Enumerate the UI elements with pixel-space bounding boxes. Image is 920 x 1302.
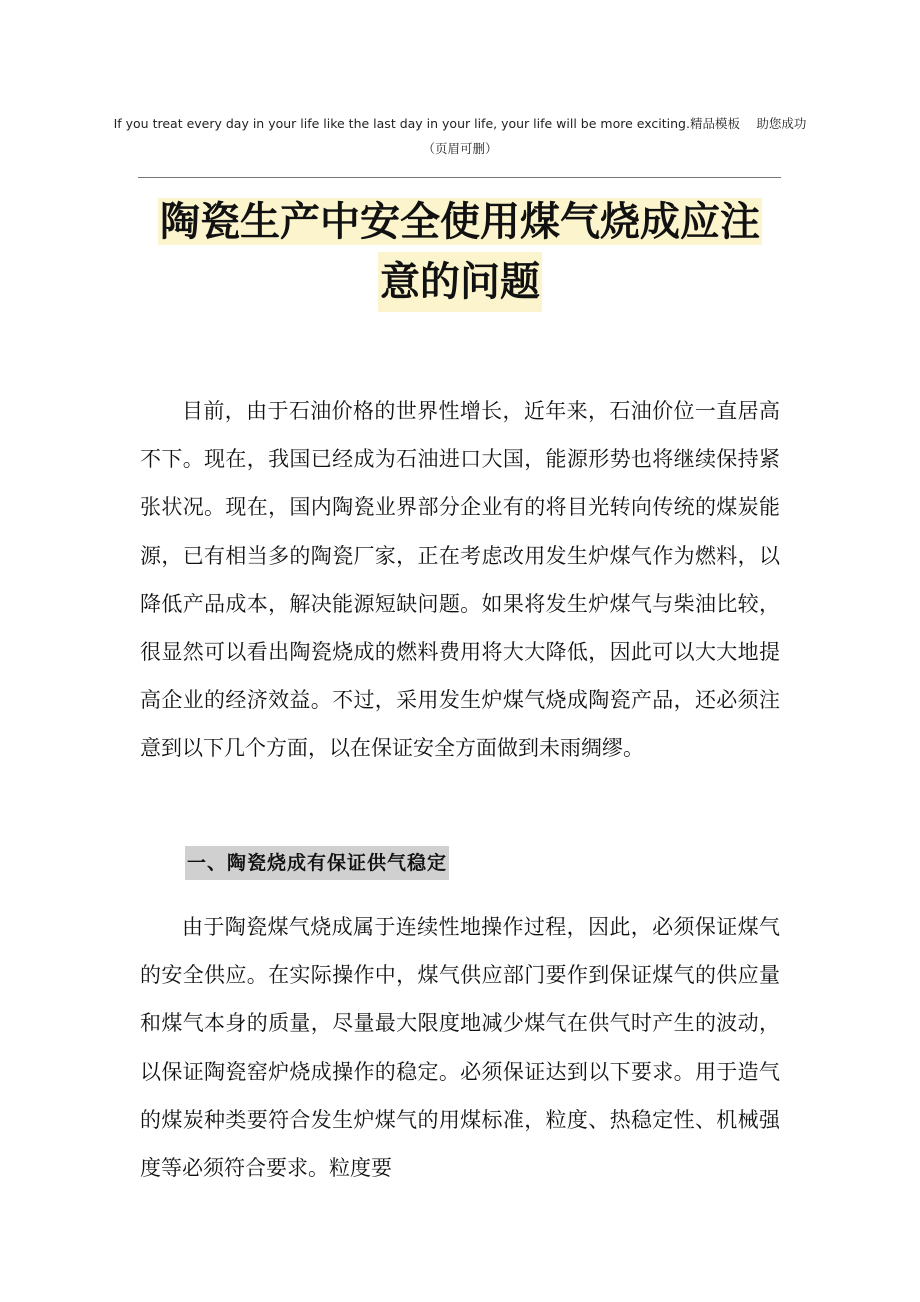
title-line-2: 意的问题 xyxy=(378,252,542,312)
body-paragraph: 目前，由于石油价格的世界性增长，近年来，石油价位一直居高不下。现在，我国已经成为石油进口大国，能源形势也将继续保持紧张状况。现在，国内陶瓷业界部分企业有的将目光转向传统的煤炭能源，已有相当多的陶瓷厂家，正在考虑改用发生炉煤气作为燃料，以降低产品成本，解决能源短缺问题。如果将发生炉煤气与柴油比较，很显然可以看出陶瓷烧成的燃料费用将大大降低，因此可以大大地提高企业的经济效益。不过，采用发生炉煤气烧成陶瓷产品，还必须注意到以下几个方面，以在保证安全方面做到未雨绸缪。 xyxy=(140,399,780,761)
body-paragraph: 由于陶瓷煤气烧成属于连续性地操作过程，因此，必须保证煤气的安全供应。在实际操作中，煤气供应部门要作到保证煤气的供应量和煤气本身的质量，尽量最大限度地减少煤气在供气时产生的波动，以保证陶瓷窑炉烧成操作的稳定。必须保证达到以下要求。用于造气的煤炭种类要符合发生炉煤气的用煤标准，粒度、热稳定性、机械强度等必须符合要求。粒度要 xyxy=(140,915,780,1181)
header-divider xyxy=(138,177,781,178)
page-header-note: （页眉可删） xyxy=(422,141,498,156)
title-line-1: 陶瓷生产中安全使用煤气烧成应注 xyxy=(160,198,760,245)
section-heading: 一、陶瓷烧成有保证供气稳定 xyxy=(185,846,449,880)
page-header-text: If you treat every day in your life like the last day in your life, your life will be more exciting.精品模板 助您成功 xyxy=(113,116,807,131)
document-title xyxy=(0,192,920,312)
